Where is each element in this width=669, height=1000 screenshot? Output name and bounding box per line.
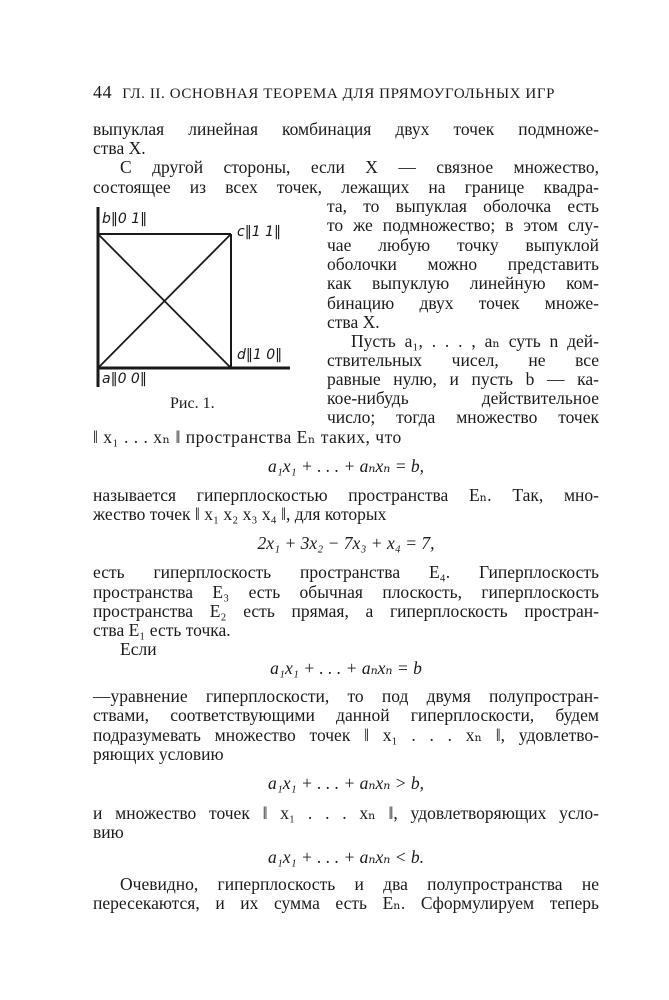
- figure-caption: Рис. 1.: [170, 395, 215, 412]
- square-diagram: [93, 205, 303, 395]
- text-line: выпуклая линейная комбинация двух точек подмноже-: [93, 119, 599, 139]
- page-number: 44: [93, 82, 113, 102]
- figure-square: [93, 205, 303, 400]
- text-line: вию: [93, 822, 124, 842]
- text-line: пространства E₂ есть прямая, а гиперплоскость простран-: [93, 601, 599, 621]
- text-line: ства X.: [327, 312, 380, 332]
- text-line: называется гиперплоскостью пространства Eₙ. Так, мно-: [93, 485, 599, 505]
- label-c: c‖1 1‖: [237, 224, 281, 240]
- text-line: жество точек ‖ x₁ x₂ x₃ x₄ ‖, для которых: [93, 504, 387, 524]
- text-line: есть гиперплоскость пространства E₄. Гиперплоскость: [93, 562, 599, 582]
- label-a: a‖0 0‖: [102, 371, 147, 387]
- text-line: ствами, соответствующими данной гиперплоскости, будем: [93, 705, 599, 725]
- text-line: Пусть a₁, . . . , aₙ суть n дей-: [351, 331, 599, 351]
- text-line: ряющих условию: [93, 744, 224, 764]
- text-line: пространства E₃ есть обычная плоскость, гиперплоскость: [93, 582, 599, 602]
- text-line: то же подмножество; в этом слу-: [327, 215, 599, 235]
- text-line: ства E₁ есть точка.: [93, 620, 231, 640]
- text-line: число; тогда множество точек: [327, 407, 599, 427]
- equation: a₁x₁ + . . . + aₙxₙ = b: [270, 658, 422, 678]
- text-line: состоящее из всех точек, лежащих на границе квадра-: [93, 177, 599, 197]
- text-line: оболочки можно представить: [327, 254, 599, 274]
- label-d: d‖1 0‖: [237, 347, 283, 363]
- running-header: [93, 82, 599, 104]
- text-line: равные нулю, и пусть b — ка-: [327, 369, 599, 389]
- label-b: b‖0 1‖: [102, 211, 148, 227]
- text-line: как выпуклую линейную ком-: [327, 273, 599, 293]
- text-line: бинацию двух точек множе-: [327, 293, 599, 313]
- text-line: ствительных чисел, не все: [327, 350, 599, 370]
- text-line: ства X.: [93, 138, 146, 158]
- equation: a₁x₁ + . . . + aₙxₙ = b,: [267, 456, 425, 476]
- text-line: подразумевать множество точек ‖ x₁ . . . xₙ ‖, удовлетво-: [93, 725, 599, 745]
- text-line: пересекаются, и их сумма есть Eₙ. Сформулируем теперь: [93, 893, 599, 913]
- text-line: Очевидно, гиперплоскость и два полупространства не: [120, 874, 599, 894]
- equation: a₁x₁ + . . . + aₙxₙ < b.: [267, 847, 425, 867]
- equation: 2x₁ + 3x₂ − 7x₃ + x₄ = 7,: [257, 533, 435, 553]
- text-line: Если: [120, 639, 157, 659]
- text-line: кое-нибудь действительное: [327, 388, 599, 408]
- text-line: —уравнение гиперплоскости, то под двумя полупростран-: [93, 686, 599, 706]
- text-line: ‖ x₁ . . . xₙ ‖ пространства Eₙ таких, что: [93, 427, 402, 447]
- equation: a₁x₁ + . . . + aₙxₙ > b,: [267, 773, 425, 793]
- text-line: та, то выпуклая оболочка есть: [327, 196, 599, 216]
- running-title: ГЛ. II. ОСНОВНАЯ ТЕОРЕМА ДЛЯ ПРЯМОУГОЛЬНЫХ ИГР: [122, 86, 556, 102]
- text-line: С другой стороны, если X — связное множество,: [120, 157, 599, 177]
- text-line: и множество точек ‖ x₁ . . . xₙ ‖, удовлетворяющих усло-: [93, 803, 599, 823]
- text-line: чае любую точку выпуклой: [327, 235, 599, 255]
